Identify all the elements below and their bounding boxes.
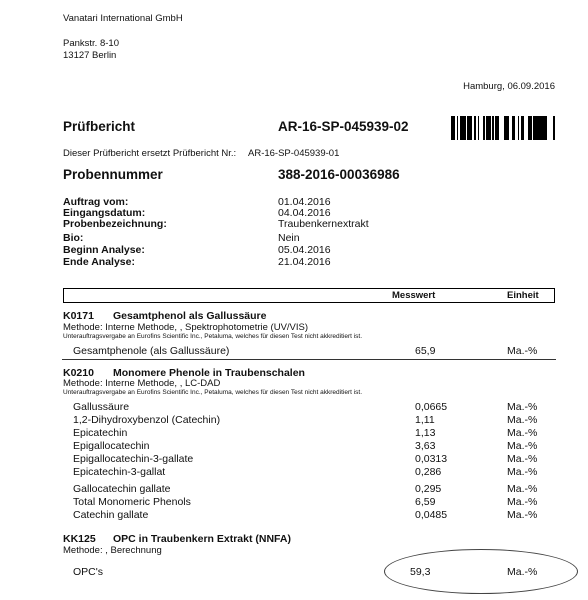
section-code: K0210 bbox=[63, 367, 94, 379]
section-divider bbox=[62, 359, 556, 360]
barcode-image bbox=[451, 116, 557, 140]
result-unit: Ma.-% bbox=[507, 496, 538, 508]
detail-value: 21.04.2016 bbox=[278, 256, 331, 268]
highlight-oval bbox=[384, 549, 578, 594]
result-name: Gallussäure bbox=[73, 401, 130, 413]
detail-label: Auftrag vom: bbox=[63, 196, 129, 208]
results-table-header bbox=[63, 288, 555, 303]
result-value: 0,0485 bbox=[415, 509, 448, 521]
result-name: Epigallocatechin-3-gallate bbox=[73, 453, 194, 465]
section-method: Methode: , Berechnung bbox=[63, 545, 162, 556]
result-name: OPC's bbox=[73, 566, 104, 578]
result-name: Total Monomeric Phenols bbox=[73, 496, 191, 508]
result-value: 1,13 bbox=[415, 427, 436, 439]
section-note: Unterauftragsvergabe an Eurofins Scientific Inc., Petaluma, welches für diesen Test nicht akkreditiert ist. bbox=[63, 389, 363, 396]
sender-company: Vanatari International GmbH bbox=[63, 13, 183, 24]
result-unit: Ma.-% bbox=[507, 483, 538, 495]
result-value: 0,286 bbox=[415, 466, 442, 478]
section-title: Gesamtphenol als Gallussäure bbox=[113, 310, 267, 322]
result-value: 6,59 bbox=[415, 496, 436, 508]
section-method: Methode: Interne Methode, , LC-DAD bbox=[63, 378, 221, 389]
section-title: OPC in Traubenkern Extrakt (NNFA) bbox=[113, 533, 291, 545]
result-unit: Ma.-% bbox=[507, 453, 538, 465]
result-value: 65,9 bbox=[415, 345, 436, 357]
result-name: Gallocatechin gallate bbox=[73, 483, 171, 495]
section-title: Monomere Phenole in Traubenschalen bbox=[113, 367, 305, 379]
result-value: 0,0665 bbox=[415, 401, 448, 413]
detail-value: Traubenkernextrakt bbox=[278, 218, 369, 230]
section-code: K0171 bbox=[63, 310, 94, 322]
result-name: Epigallocatechin bbox=[73, 440, 150, 452]
result-unit: Ma.-% bbox=[507, 414, 538, 426]
result-unit: Ma.-% bbox=[507, 345, 538, 357]
sample-label: Probennummer bbox=[63, 167, 163, 182]
result-name: 1,2-Dihydroxybenzol (Catechin) bbox=[73, 414, 221, 426]
sender-street: Pankstr. 8-10 bbox=[63, 38, 119, 49]
detail-label: Eingangsdatum: bbox=[63, 207, 146, 219]
detail-label: Probenbezeichnung: bbox=[63, 218, 167, 230]
result-value: 59,3 bbox=[410, 566, 431, 578]
replaces-label: Dieser Prüfbericht ersetzt Prüfbericht Nr.: bbox=[63, 148, 237, 159]
detail-label: Beginn Analyse: bbox=[63, 244, 145, 256]
result-name: Catechin gallate bbox=[73, 509, 149, 521]
detail-value: 04.04.2016 bbox=[278, 207, 331, 219]
result-unit: Ma.-% bbox=[507, 566, 538, 578]
result-name: Epicatechin bbox=[73, 427, 128, 439]
result-unit: Ma.-% bbox=[507, 509, 538, 521]
section-method: Methode: Interne Methode, , Spektrophotometrie (UV/VIS) bbox=[63, 322, 309, 333]
detail-value: Nein bbox=[278, 232, 300, 244]
result-value: 0,295 bbox=[415, 483, 442, 495]
report-number: AR-16-SP-045939-02 bbox=[278, 119, 409, 134]
place-date: Hamburg, 06.09.2016 bbox=[463, 81, 555, 92]
sender-city: 13127 Berlin bbox=[63, 50, 117, 61]
detail-value: 05.04.2016 bbox=[278, 244, 331, 256]
sample-number: 388-2016-00036986 bbox=[278, 167, 400, 182]
detail-label: Bio: bbox=[63, 232, 84, 244]
result-name: Gesamtphenole (als Gallussäure) bbox=[73, 345, 230, 357]
section-code: KK125 bbox=[63, 533, 96, 545]
section-note: Unterauftragsvergabe an Eurofins Scientific Inc., Petaluma, welches für diesen Test nicht akkreditiert ist. bbox=[63, 333, 363, 340]
header-unit: Einheit bbox=[507, 290, 539, 301]
detail-label: Ende Analyse: bbox=[63, 256, 135, 268]
result-value: 1,11 bbox=[415, 414, 435, 426]
result-value: 0,0313 bbox=[415, 453, 448, 465]
replaces-number: AR-16-SP-045939-01 bbox=[248, 148, 340, 159]
result-unit: Ma.-% bbox=[507, 401, 538, 413]
result-unit: Ma.-% bbox=[507, 466, 538, 478]
result-name: Epicatechin-3-gallat bbox=[73, 466, 166, 478]
result-unit: Ma.-% bbox=[507, 440, 538, 452]
header-measured: Messwert bbox=[392, 290, 436, 301]
result-value: 3,63 bbox=[415, 440, 436, 452]
result-unit: Ma.-% bbox=[507, 427, 538, 439]
report-title: Prüfbericht bbox=[63, 119, 136, 134]
detail-value: 01.04.2016 bbox=[278, 196, 331, 208]
